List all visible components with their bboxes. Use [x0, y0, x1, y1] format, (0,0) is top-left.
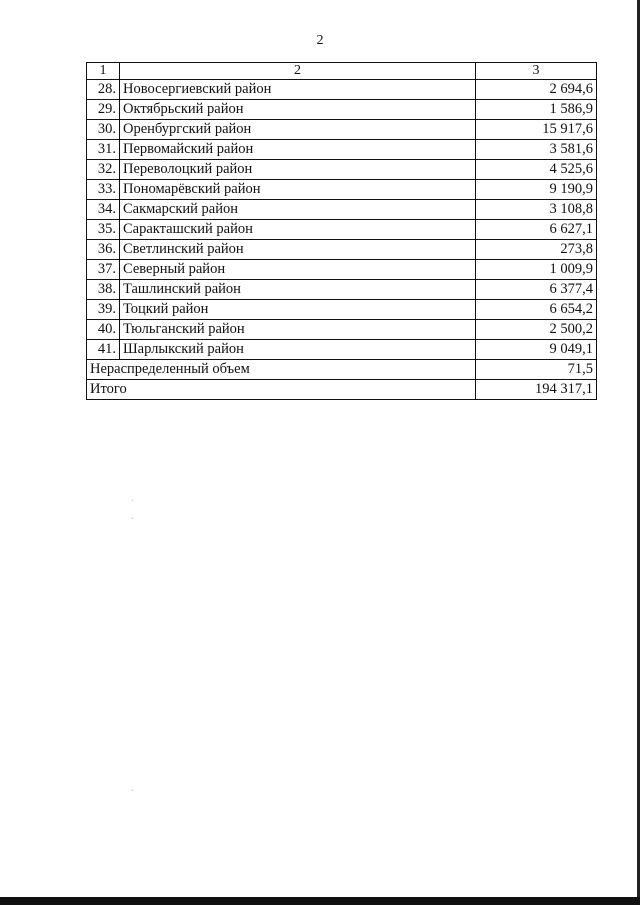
total-row	[87, 380, 597, 400]
row-number: 39.	[87, 300, 120, 320]
district-value: 9 049,1	[476, 340, 597, 360]
district-value: 273,8	[476, 240, 597, 260]
row-number: 32.	[87, 160, 120, 180]
scan-speck: ˎ	[131, 782, 134, 791]
allocation-table	[86, 62, 597, 400]
scan-speck: ˎ	[131, 492, 134, 501]
header-col-3: 3	[476, 63, 597, 80]
row-number: 28.	[87, 80, 120, 100]
district-name: Сакмарский район	[120, 200, 476, 220]
district-value: 1 586,9	[476, 100, 597, 120]
district-name: Саракташский район	[120, 220, 476, 240]
district-value: 6 627,1	[476, 220, 597, 240]
scan-speck: ˎ	[131, 510, 134, 519]
unallocated-value: 71,5	[476, 360, 597, 380]
district-name: Новосергиевский район	[120, 80, 476, 100]
district-value: 3 108,8	[476, 200, 597, 220]
row-number: 36.	[87, 240, 120, 260]
row-number: 30.	[87, 120, 120, 140]
district-name: Ташлинский район	[120, 280, 476, 300]
row-number: 41.	[87, 340, 120, 360]
row-number: 40.	[87, 320, 120, 340]
district-value: 2 694,6	[476, 80, 597, 100]
header-col-2: 2	[120, 63, 476, 80]
table-row	[87, 260, 597, 280]
header-row	[87, 63, 597, 80]
district-name: Тоцкий район	[120, 300, 476, 320]
district-value: 1 009,9	[476, 260, 597, 280]
table-row	[87, 180, 597, 200]
district-name: Оренбургский район	[120, 120, 476, 140]
row-number: 38.	[87, 280, 120, 300]
district-name: Первомайский район	[120, 140, 476, 160]
page-number: 2	[316, 33, 324, 48]
district-value: 9 190,9	[476, 180, 597, 200]
table-row	[87, 160, 597, 180]
table-row	[87, 80, 597, 100]
district-value: 6 377,4	[476, 280, 597, 300]
table-row	[87, 340, 597, 360]
district-name: Переволоцкий район	[120, 160, 476, 180]
district-value: 4 525,6	[476, 160, 597, 180]
table-row	[87, 280, 597, 300]
table-row	[87, 300, 597, 320]
total-value: 194 317,1	[476, 380, 597, 400]
total-label: Итого	[87, 380, 476, 400]
table-row	[87, 220, 597, 240]
district-name: Тюльганский район	[120, 320, 476, 340]
district-value: 2 500,2	[476, 320, 597, 340]
table-row	[87, 100, 597, 120]
district-name: Северный район	[120, 260, 476, 280]
table-row	[87, 320, 597, 340]
row-number: 34.	[87, 200, 120, 220]
row-number: 37.	[87, 260, 120, 280]
row-number: 31.	[87, 140, 120, 160]
district-name: Пономарёвский район	[120, 180, 476, 200]
header-col-1: 1	[87, 63, 120, 80]
district-name: Октябрьский район	[120, 100, 476, 120]
scan-bottom-edge	[0, 897, 640, 905]
table-row	[87, 140, 597, 160]
unallocated-row	[87, 360, 597, 380]
unallocated-label: Нераспределенный объем	[87, 360, 476, 380]
district-name: Шарлыкский район	[120, 340, 476, 360]
district-name: Светлинский район	[120, 240, 476, 260]
district-value: 3 581,6	[476, 140, 597, 160]
row-number: 35.	[87, 220, 120, 240]
row-number: 33.	[87, 180, 120, 200]
row-number: 29.	[87, 100, 120, 120]
table-row	[87, 200, 597, 220]
district-value: 15 917,6	[476, 120, 597, 140]
district-value: 6 654,2	[476, 300, 597, 320]
table-row	[87, 240, 597, 260]
table-row	[87, 120, 597, 140]
